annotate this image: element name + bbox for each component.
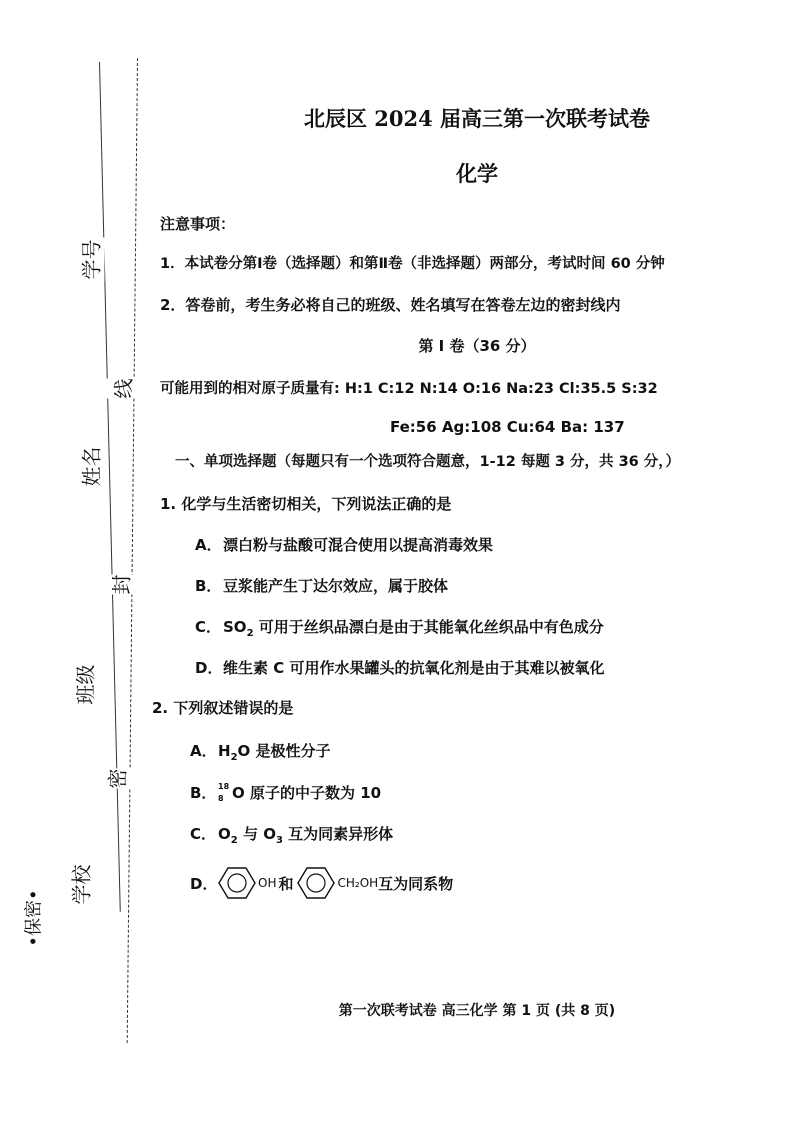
- option-text: 互为同系物: [378, 874, 454, 893]
- option-label: C．: [190, 825, 217, 843]
- option-label: D．: [190, 874, 218, 893]
- option-text: 可用于丝织品漂白是由于其能氧化丝织品中有色成分: [253, 618, 604, 636]
- option-label: D．: [195, 659, 223, 677]
- formula-h: H: [218, 742, 231, 760]
- subscript: 3: [275, 835, 283, 846]
- question-2-option-b: [190, 782, 381, 803]
- field-student-id-label: 学号: [76, 238, 105, 282]
- option-label: A．: [195, 536, 222, 554]
- seal-char-line: 线: [106, 379, 139, 399]
- exam-title: 北辰区 2024 届高三第一次联考试卷: [303, 106, 651, 131]
- subject-title: 化学: [456, 161, 498, 186]
- atomic-masses-line1: 可能用到的相对原子质量有: H:1 C:12 N:14 O:16 Na:23 Cl:35.5 S:32: [160, 381, 658, 397]
- option-label: B．: [195, 577, 222, 595]
- question-1-stem: 1. 化学与生活密切相关，下列说法正确的是: [160, 495, 452, 513]
- field-class-label: 班级: [70, 663, 99, 707]
- subscript: 2: [230, 752, 238, 763]
- question-1-option-d: [195, 657, 604, 678]
- question-1-option-b: [195, 575, 448, 596]
- option-text: 互为同素异形体: [282, 825, 394, 843]
- seal-char-seal: 封: [104, 575, 137, 595]
- option-text: O 是极性分子: [237, 742, 331, 760]
- formula-so2: SO: [223, 618, 247, 636]
- option-label: C．: [195, 618, 222, 636]
- option-label: B．: [190, 784, 217, 802]
- atomic-number: 8: [218, 793, 224, 803]
- section-title: 第 Ⅰ 卷（36 分）: [418, 337, 536, 355]
- field-name-label: 姓名: [76, 445, 105, 489]
- option-label: A．: [190, 742, 217, 760]
- benzyl-benzene-ring-icon: [297, 866, 337, 900]
- notes-item-1: 1．本试卷分第Ⅰ卷（选择题）和第Ⅱ卷（非选择题）两部分，考试时间 60 分钟: [160, 256, 665, 272]
- hydroxymethyl-group: CH₂OH: [337, 876, 379, 890]
- page-footer: 第一次联考试卷 高三化学 第 1 页 (共 8 页): [338, 1003, 616, 1019]
- option-text: O 原子的中子数为 10: [232, 784, 382, 802]
- part-one-heading: 一、单项选择题（每题只有一个选项符合题意，1-12 每题 3 分，共 36 分，）: [175, 454, 681, 470]
- mass-number: 18: [218, 781, 230, 791]
- confidential-mark: •保密•: [20, 887, 46, 948]
- subscript: 2: [230, 835, 238, 846]
- formula-o3: O: [263, 825, 276, 843]
- atomic-masses-line2: Fe:56 Ag:108 Cu:64 Ba: 137: [390, 418, 625, 436]
- notes-item-2: 2．答卷前，考生务必将自己的班级、姓名填写在答卷左边的密封线内: [160, 296, 621, 314]
- question-1-option-a: [195, 534, 493, 555]
- question-2-option-d: [190, 866, 453, 900]
- option-text: 漂白粉与盐酸可混合使用以提高消毒效果: [223, 536, 494, 554]
- option-text: 豆浆能产生丁达尔效应，属于胶体: [223, 577, 449, 595]
- phenol-benzene-ring-icon: [218, 866, 258, 900]
- seal-dashed-line: [127, 58, 138, 1043]
- nuclide-notation: [218, 781, 232, 803]
- question-2-option-a: [190, 740, 331, 763]
- formula-o2: O: [218, 825, 231, 843]
- field-school-label: 学校: [66, 863, 95, 907]
- and-text: 和: [278, 874, 294, 893]
- option-text: 维生素 C 可用作水果罐头的抗氧化剂是由于其难以被氧化: [223, 659, 605, 677]
- subscript: 2: [246, 628, 254, 639]
- seal-char-secret: 密: [100, 769, 133, 789]
- hydroxyl-group: OH: [258, 876, 277, 890]
- connector-text: 与: [237, 825, 264, 843]
- question-2-stem: 2. 下列叙述错误的是: [152, 699, 294, 717]
- question-2-option-c: [190, 823, 393, 846]
- notes-heading: 注意事项：: [160, 215, 236, 233]
- question-1-option-c: [195, 616, 604, 639]
